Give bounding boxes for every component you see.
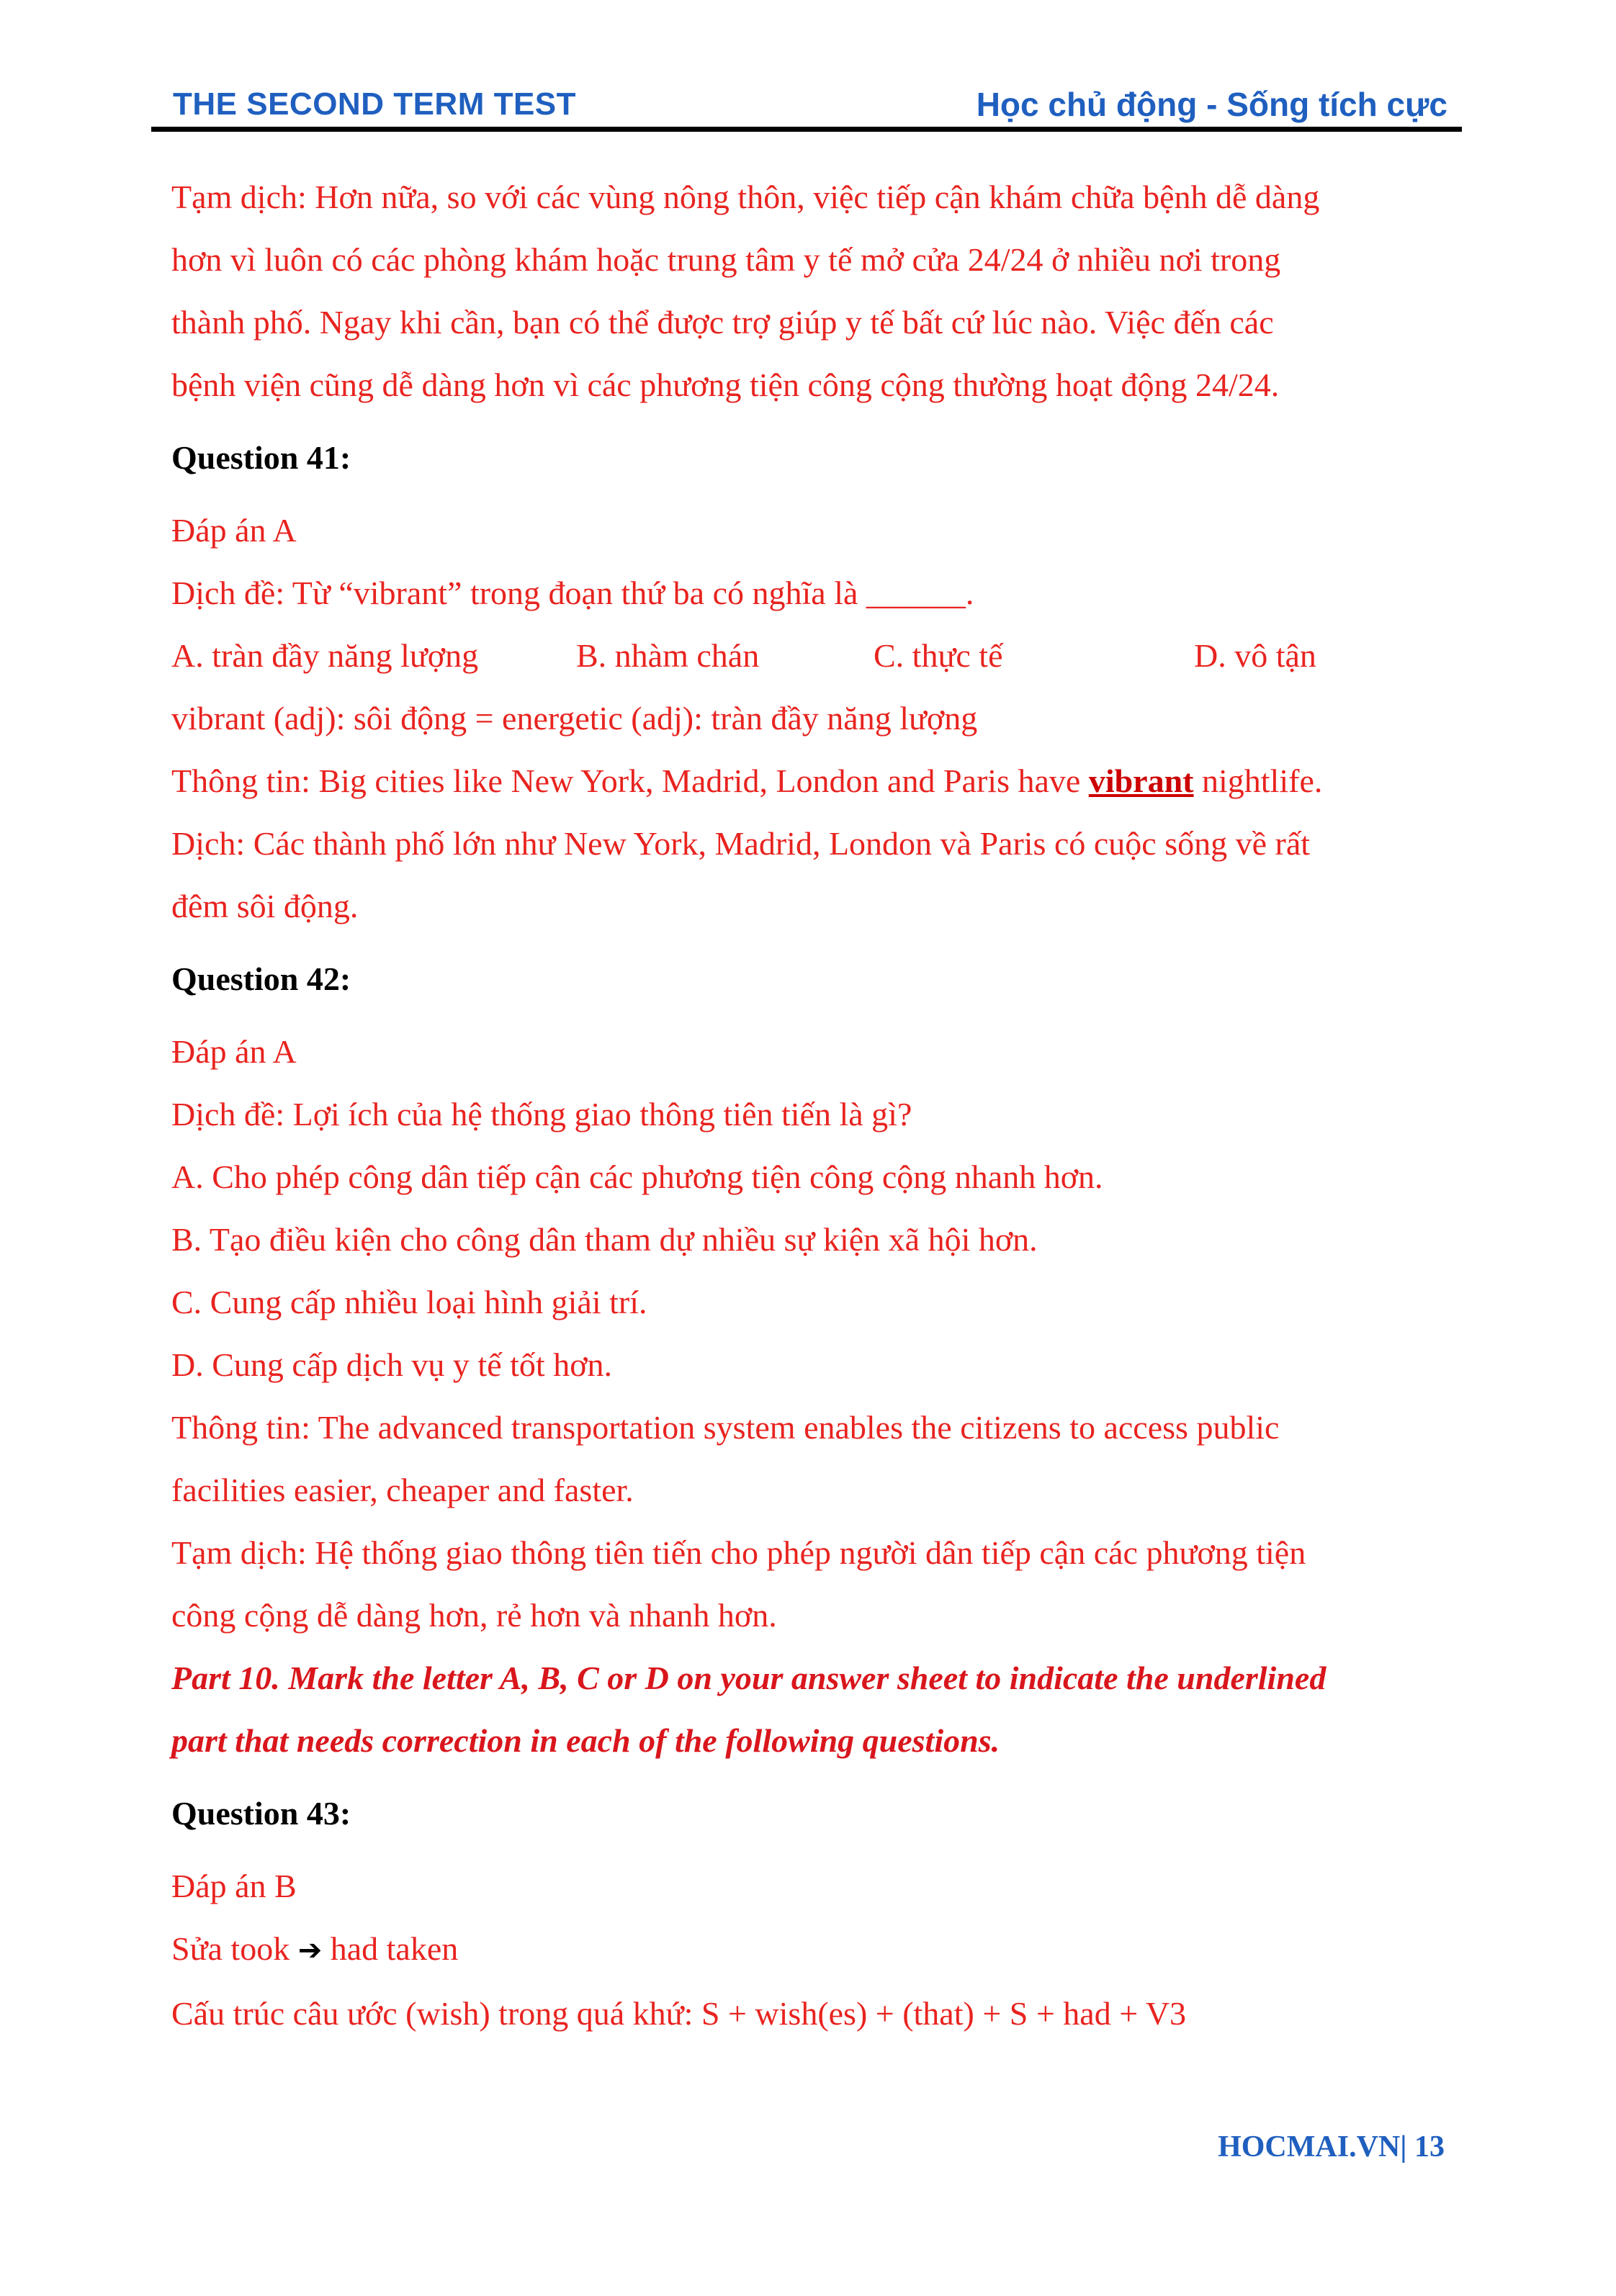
header-divider — [151, 127, 1462, 132]
document-body — [171, 166, 1453, 2045]
intro-translation-line-3: thành phố. Ngay khi cần, bạn có thể được trợ giúp y tế bất cứ lúc nào. Việc đến các — [171, 304, 1274, 341]
question-42-translation-1: Tạm dịch: Hệ thống giao thông tiên tiến cho phép người dân tiếp cận các phương tiện — [171, 1534, 1306, 1571]
fix-text: Sửa took — [171, 1930, 298, 1967]
question-41-vocab: vibrant (adj): sôi động = energetic (adj): tràn đầy năng lượng — [171, 700, 978, 737]
question-41-translation-1: Dịch: Các thành phố lớn như New York, Madrid, London và Paris có cuộc sống về rất — [171, 825, 1311, 862]
question-43-title: Question 43: — [171, 1795, 351, 1832]
question-43-fix — [171, 1917, 1453, 1982]
fix-correction: had taken — [322, 1930, 459, 1967]
question-41-answer: Đáp án A — [171, 512, 297, 549]
intro-translation-line-4: bệnh viện cũng dễ dàng hơn vì các phương tiện công cộng thường hoạt động 24/24. — [171, 366, 1280, 403]
question-42-title: Question 42: — [171, 960, 351, 997]
page-number: | 13 — [1400, 2130, 1445, 2164]
question-42-option-b: B. Tạo điều kiện cho công dân tham dự nhiều sự kiện xã hội hơn. — [171, 1221, 1038, 1258]
intro-translation-line-1: Tạm dịch: Hơn nữa, so với các vùng nông thôn, việc tiếp cận khám chữa bệnh dễ dàng — [171, 179, 1320, 215]
option-d: D. vô tận — [1194, 637, 1316, 674]
info-text: Thông tin: Big cities like New York, Madrid, London and Paris have — [171, 762, 1089, 799]
slogan: Học chủ động - Sống tích cực — [976, 86, 1447, 123]
question-42-info-1: Thông tin: The advanced transportation system enables the citizens to access public — [171, 1409, 1280, 1446]
option-a: A. tràn đầy năng lượng — [171, 637, 479, 674]
part-10-instruction-1: Part 10. Mark the letter A, B, C or D on your answer sheet to indicate the underlined — [171, 1660, 1327, 1696]
question-42-prompt: Dịch đề: Lợi ích của hệ thống giao thông tiên tiến là gì? — [171, 1096, 912, 1133]
arrow-right-icon: ➔ — [297, 1934, 323, 1967]
question-42-option-a: A. Cho phép công dân tiếp cận các phương tiện công cộng nhanh hơn. — [171, 1158, 1103, 1195]
question-41-translation-2: đêm sôi động. — [171, 888, 359, 924]
option-b: B. nhàm chán — [576, 637, 760, 674]
question-41-title: Question 41: — [171, 439, 351, 476]
question-41-options — [171, 624, 1453, 687]
highlighted-word: vibrant — [1088, 762, 1194, 799]
page-footer — [1218, 2130, 1445, 2164]
question-41-prompt: Dịch đề: Từ “vibrant” trong đoạn thứ ba có nghĩa là ______. — [171, 575, 974, 611]
question-41-info — [171, 749, 1453, 812]
question-42-translation-2: công cộng dễ dàng hơn, rẻ hơn và nhanh hơn. — [171, 1597, 777, 1634]
test-title: THE SECOND TERM TEST — [173, 86, 577, 122]
question-43-structure: Cấu trúc câu ước (wish) trong quá khứ: S + wish(es) + (that) + S + had + V3 — [171, 1995, 1187, 2032]
page-header — [151, 72, 1462, 130]
question-42-info-2: facilities easier, cheaper and faster. — [171, 1472, 634, 1508]
question-43-answer: Đáp án B — [171, 1868, 297, 1904]
info-text-end: nightlife. — [1193, 762, 1323, 799]
site-name: HOCMAI.VN — [1218, 2130, 1401, 2164]
question-42-option-c: C. Cung cấp nhiều loại hình giải trí. — [171, 1284, 647, 1320]
intro-translation-line-2: hơn vì luôn có các phòng khám hoặc trung tâm y tế mở cửa 24/24 ở nhiều nơi trong — [171, 241, 1281, 278]
part-10-instruction-2: part that needs correction in each of the following questions. — [171, 1722, 1000, 1759]
question-42-answer: Đáp án A — [171, 1033, 297, 1070]
question-42-option-d: D. Cung cấp dịch vụ y tế tốt hơn. — [171, 1346, 613, 1383]
option-c: C. thực tế — [874, 637, 1003, 674]
